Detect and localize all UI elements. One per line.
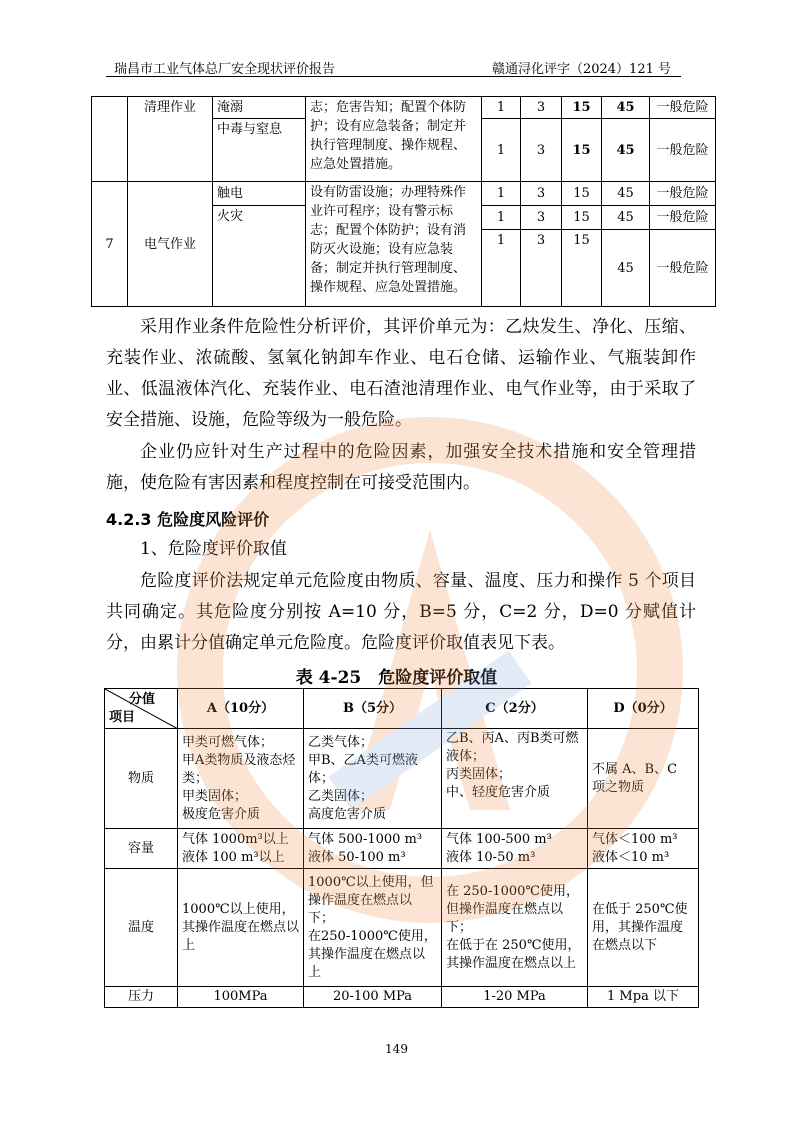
c-value: 15 — [562, 230, 602, 307]
value-cell: 20-100 MPa — [304, 987, 442, 1008]
measure-cell: 设有防雷设施；办理特殊作业许可程序；设有警示标志；配置个体防护；设有消防灭火设施；设有应急装备；制定并执行管理制度、操作规程、应急处置措施。 — [306, 182, 482, 307]
d-value: 45 — [602, 97, 650, 119]
page-header — [106, 56, 681, 77]
value-cell: 1000℃以上使用，其操作温度在燃点以上 — [178, 869, 304, 987]
item-cell: 压力 — [105, 987, 178, 1008]
header-report-number: 赣通浔化评字（2024）121 号 — [491, 62, 671, 77]
e-value: 3 — [521, 97, 562, 119]
level-value: 一般危险 — [650, 230, 716, 307]
item-cell: 温度 — [105, 869, 178, 987]
value-cell: 100MPa — [178, 987, 304, 1008]
hazard-cell: 火灾 — [213, 206, 306, 307]
value-cell: 1000℃以上使用，但操作温度在燃点以下； 在250-1000℃使用，其操作温度在燃点以上 — [304, 869, 442, 987]
hazard-cell: 淹溺 — [213, 97, 306, 119]
level-value: 一般危险 — [650, 97, 716, 119]
l-value: 1 — [482, 119, 521, 182]
table-row — [105, 869, 699, 987]
table-row — [105, 729, 699, 829]
l-value: 1 — [482, 230, 521, 307]
d-value: 45 — [602, 230, 650, 307]
corner-cell — [105, 689, 178, 729]
row-number: 7 — [92, 182, 128, 307]
unit-cell: 清理作业 — [128, 97, 213, 182]
value-cell: 甲类可燃气体； 甲A类物质及液态烃类； 甲类固体； 极度危害介质 — [178, 729, 304, 829]
value-cell: 气体 500-1000 m³ 液体 50-100 m³ — [304, 829, 442, 869]
section-heading: 4.2.3 危险度风险评价 — [106, 510, 270, 529]
table-row — [105, 829, 699, 869]
l-value: 1 — [482, 182, 521, 206]
column-header: B（5分） — [304, 689, 442, 729]
table-caption: 表 4-25 危险度评价取值 — [295, 668, 498, 688]
paragraph-recommendation: 企业仍应针对生产过程中的危险因素，加强安全技术措施和安全管理措施，使危险有害因素和程度控制在可接受范围内。 — [106, 442, 696, 493]
value-cell: 乙B、丙A、丙B类可燃液体； 丙类固体； 中、轻度危害介质 — [442, 729, 588, 829]
l-value: 1 — [482, 97, 521, 119]
hazard-cell: 触电 — [213, 182, 306, 206]
d-value: 45 — [602, 182, 650, 206]
value-cell: 1 Mpa 以下 — [588, 987, 699, 1008]
level-value: 一般危险 — [650, 182, 716, 206]
d-value: 45 — [602, 206, 650, 230]
value-cell: 在低于 250℃使用，其操作温度在燃点以下 — [588, 869, 699, 987]
subheading: 1、危险度评价取值 — [140, 539, 287, 559]
lec-evaluation-table — [91, 96, 716, 307]
table-row — [105, 987, 699, 1008]
page-number: 149 — [385, 1042, 408, 1056]
value-cell: 1-20 MPa — [442, 987, 588, 1008]
value-cell: 气体 100-500 m³ 液体 10-50 m³ — [442, 829, 588, 869]
l-value: 1 — [482, 206, 521, 230]
e-value: 3 — [521, 230, 562, 307]
risk-value-table — [104, 688, 699, 1008]
table-header-row — [105, 689, 699, 729]
hazard-cell: 中毒与窒息 — [213, 119, 306, 182]
value-cell: 气体 1000m³以上 液体 100 m³以上 — [178, 829, 304, 869]
corner-top-label: 分值 — [128, 692, 155, 707]
column-header: C（2分） — [442, 689, 588, 729]
value-cell: 气体＜100 m³ 液体＜10 m³ — [588, 829, 699, 869]
e-value: 3 — [521, 119, 562, 182]
table-row — [92, 97, 716, 119]
unit-cell: 电气作业 — [128, 182, 213, 307]
column-header: A（10分） — [178, 689, 304, 729]
level-value: 一般危险 — [650, 206, 716, 230]
d-value: 45 — [602, 119, 650, 182]
c-value: 15 — [562, 119, 602, 182]
c-value: 15 — [562, 206, 602, 230]
value-cell: 乙类气体； 甲B、乙A类可燃液体； 乙类固体； 高度危害介质 — [304, 729, 442, 829]
corner-bottom-label: 项目 — [109, 710, 136, 725]
e-value: 3 — [521, 206, 562, 230]
column-header: D（0分） — [588, 689, 699, 729]
paragraph-risk-method: 危险度评价法规定单元危险度由物质、容量、温度、压力和操作 5 个项目共同确定。其危险度分别按 A=10 分，B=5 分，C=2 分，D=0 分赋值计分，由累计分值确定单元危险度。危险度评价取值表见下表。 — [106, 571, 696, 653]
e-value: 3 — [521, 182, 562, 206]
c-value: 15 — [562, 182, 602, 206]
item-cell: 容量 — [105, 829, 178, 869]
item-cell: 物质 — [105, 729, 178, 829]
c-value: 15 — [562, 97, 602, 119]
value-cell: 不属 A、B、C 项之物质 — [588, 729, 699, 829]
value-cell: 在 250-1000℃使用，但操作温度在燃点以下； 在低于在 250℃使用，其操作温度在燃点以上 — [442, 869, 588, 987]
table-row — [92, 182, 716, 206]
header-report-title: 瑞昌市工业气体总厂安全现状评价报告 — [114, 62, 336, 77]
measure-cell: 志；危害告知；配置个体防护；设有应急装备；制定并执行管理制度、操作规程、应急处置措施。 — [306, 97, 482, 182]
paragraph-lec-summary: 采用作业条件危险性分析评价，其评价单元为：乙炔发生、净化、压缩、充装作业、浓硫酸、氢氧化钠卸车作业、电石仓储、运输作业、气瓶装卸作业、低温液体汽化、充装作业、电石渣池清理作业、电气作业等，由于采取了安全措施、设施，危险等级为一般危险。 — [106, 317, 696, 430]
level-value: 一般危险 — [650, 119, 716, 182]
